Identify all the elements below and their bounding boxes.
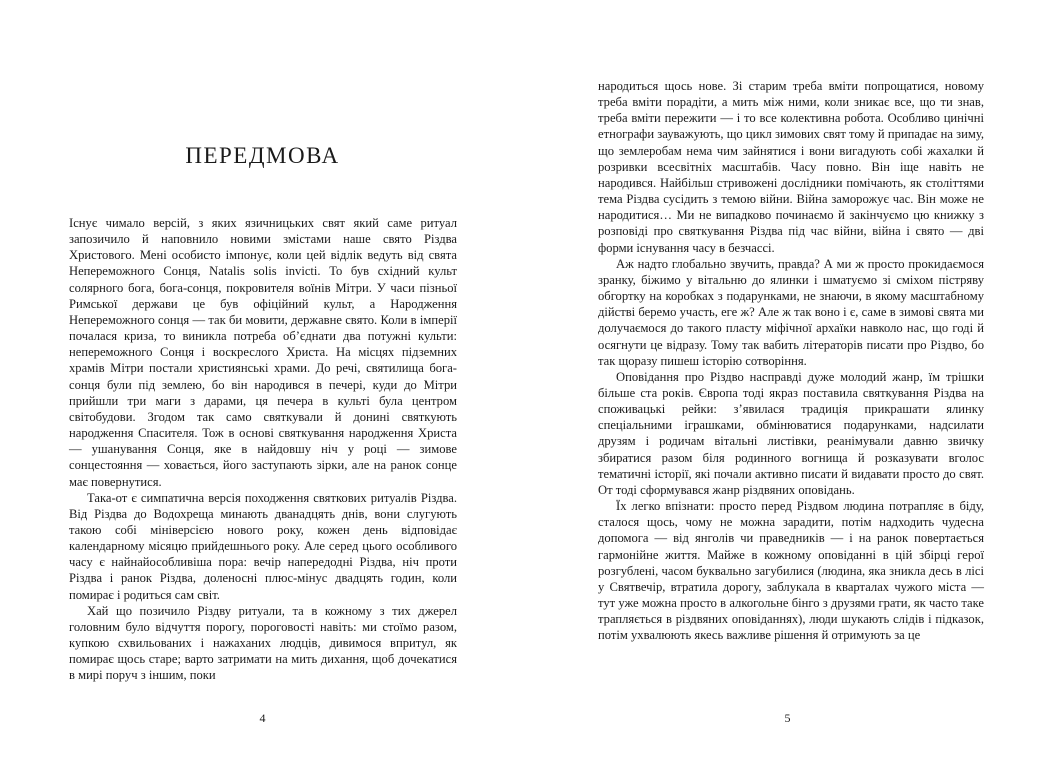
right-page — [525, 0, 1050, 763]
paragraph: Аж надто глобально звучить, правда? А ми ж просто прокидаємося зранку, біжимо у вітальню до ялинки і шматуємо зі сміхом пістряву обгортку на коробках з подарунками, не знаючи, в якому масштабному дійстві беремо участь, еге ж? Але ж так воно і є, саме в зимові свята ми долучаємося до такого пласту міфічної архаїки навколо нас, що годі й осягнути це відразу. Тому так вабить літераторів писати про Різдво, бо так щоразу пишеш історію сотворіння. — [598, 256, 984, 368]
paragraph: Існує чимало версій, з яких язичницьких свят який саме ритуал запозичило й наповнило новими змістами наше свято Різдва Христового. Мені особисто імпонує, коли цей відлік ведуть від свята Непереможного Сонця, Natalis solis invicti. То був східний культ солярного бога, бога-сонця, покровителя воїнів Мітри. У часи пізньої Римської держави це був офіційний культ, а Народження Непереможного сонця — так би мовити, державне свято. Коли в імперії почалася криза, то виникла потреба об’єднати два потужні культи: непереможного Сонця і воскреслого Христа. На місцях підземних храмів Мітри постали християнські храми. До речі, святилища бога-сонця були під землею, бо він народився в печері, куди до Мітри прийшли три маги з дарами, ця печера в культі була центром світобудови. Згодом так само святкували й донині святкують народження Спасителя. Тож в основі святкування народження Христа — ушанування Сонця, яке в найдовшу ніч у році — зимове сонцестояння — ховається, його заступають зірки, але на ранок сонце має повернутися. — [69, 216, 457, 489]
paragraph: Така-от є симпатична версія походження святкових ритуалів Різдва. Від Різдва до Водохреща минають дванадцять днів, вони слугують такою собі мініверсією нового року, кожен день відповідає календарному місяцю прийдешнього року. Але серед цього особливого часу є найнайособливіша пора: вечір напередодні Різдва, ніч проти Різдва і ранок Різдва, доленосні плюс-мінус двадцять годин, коли помирає і родиться сам світ. — [69, 490, 457, 602]
paragraph: народиться щось нове. Зі старим треба вміти попрощатися, новому треба вміти порадіти, а мить між ними, коли зникає все, що ти знав, треба вміти пережити — і то все колективна робота. Особливо цинічні етнографи зауважують, що цикл зимових свят тому й припадає на зиму, що землеробам нема чим зайнятися і вони вигадують собі жахалки й розривки всесвітніх масштабів. Часу повно. Він іще навіть не народився. Найбільш стривожені дослідники помічають, як століттями тема Різдва сусідить з темою війни. Війна заморожує час. Він може не народитися… Ми не випадково починаємо й закінчуємо цю книжку з розповіді про святкування Різдва під час війни, війна і свято — дві форми існування часу в безчассі. — [598, 79, 984, 255]
paragraph: Хай що позичило Різдву ритуали, та в кожному з тих джерел головним було відчуття порогу, пороговості навіть: ми стоїмо разом, купкою схвильованих і нажаханих людців, дивимося впритул, як помирає щось старе; варто затримати на мить дихання, щоб дочекатися в мирі поруч з іншим, поки — [69, 603, 457, 683]
right-page-text — [598, 78, 984, 643]
chapter-title: ПЕРЕДМОВА — [185, 143, 340, 168]
paragraph: Оповідання про Різдво насправді дуже молодий жанр, їм трішки більше ста років. Європа тоді якраз поставила святкування Різдва на споживацькі рейки: з’явилася традиція прикрашати ялинку спеціальними іграшками, обмінюватися подарунками, надсилати друзям і родичам вітальні листівки, реанімували давню звичку збиратися разом біля родинного вогнища й розказувати вголос тематичні історії, які почали активно писати й видавати просто до свят. От тоді сформувався жанр різдвяних оповідань. — [598, 369, 984, 497]
left-page-text — [69, 215, 457, 684]
page-number: 4 — [259, 711, 266, 725]
page-number: 5 — [784, 711, 791, 725]
paragraph: Їх легко впізнати: просто перед Різдвом людина потрапляє в біду, сталося щось, чому не можна зарадити, потім надходить чудесна допомога — від янголів чи праведників — і на ранок повертається гармонійне життя. Майже в кожному оповіданні в цій збірці герої розгублені, часом буквально загубилися (людина, яка зникла десь в лісі у Святвечір, втратила дорогу, заблукала в кварталах чужого міста — тут уже можна просто в алкогольне бінго з друзями грати, як часто таке трапляється в різдвяних оповіданнях), люди шукають слідів і підказок, потім ухвалюють якесь важливе рішення й отримують за це — [598, 499, 984, 643]
